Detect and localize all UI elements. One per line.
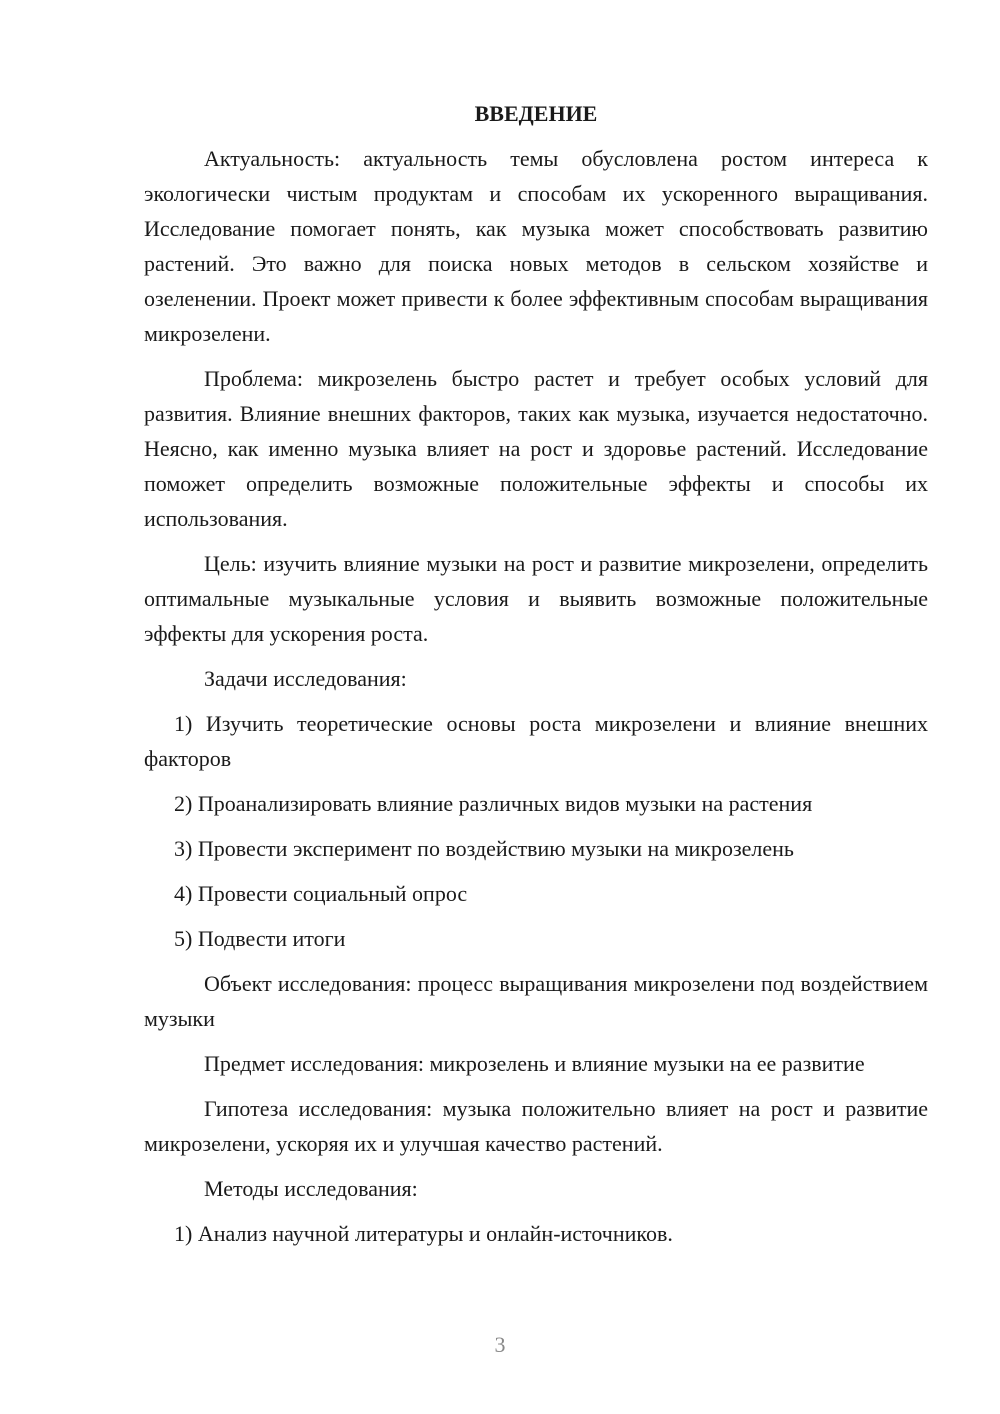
task-item-3: 3) Провести эксперимент по воздействию музыки на микрозелень xyxy=(174,836,794,861)
method-item-1: 1) Анализ научной литературы и онлайн-источников. xyxy=(174,1221,673,1246)
page-number: 3 xyxy=(494,1332,506,1357)
hypothesis-paragraph: Гипотеза исследования: музыка положительно влияет на рост и развитие микрозелени, ускоряя их и улучшая качество растений. xyxy=(144,1096,928,1156)
relevance-paragraph: Актуальность: актуальность темы обусловлена ростом интереса к экологически чистым продуктам и способам их ускоренного выращивания. Исследование помогает понять, как музыка может способствовать развитию растений. Это важно для поиска новых методов в сельском хозяйстве и озеленении. Проект может привести к более эффективным способам выращивания микрозелени. xyxy=(144,146,928,346)
object-paragraph: Объект исследования: процесс выращивания микрозелени под воздействием музыки xyxy=(144,971,928,1031)
task-item-1: 1) Изучить теоретические основы роста микрозелени и влияние внешних факторов xyxy=(144,711,928,771)
problem-paragraph: Проблема: микрозелень быстро растет и требует особых условий для развития. Влияние внешних факторов, таких как музыка, изучается недостаточно. Неясно, как именно музыка влияет на рост и здоровье растений. Исследование поможет определить возможные положительные эффекты и способы их использования. xyxy=(144,366,928,531)
methods-title: Методы исследования: xyxy=(204,1176,418,1201)
task-item-2: 2) Проанализировать влияние различных видов музыки на растения xyxy=(174,791,813,816)
page-content xyxy=(144,96,928,1261)
task-item-4: 4) Провести социальный опрос xyxy=(174,881,468,906)
tasks-title: Задачи исследования: xyxy=(204,666,407,691)
subject-paragraph: Предмет исследования: микрозелень и влияние музыки на ее развитие xyxy=(204,1051,865,1076)
section-heading: ВВЕДЕНИЕ xyxy=(474,101,598,126)
task-item-5: 5) Подвести итоги xyxy=(174,926,346,951)
goal-paragraph: Цель: изучить влияние музыки на рост и развитие микрозелени, определить оптимальные музыкальные условия и выявить возможные положительные эффекты для ускорения роста. xyxy=(144,551,928,646)
